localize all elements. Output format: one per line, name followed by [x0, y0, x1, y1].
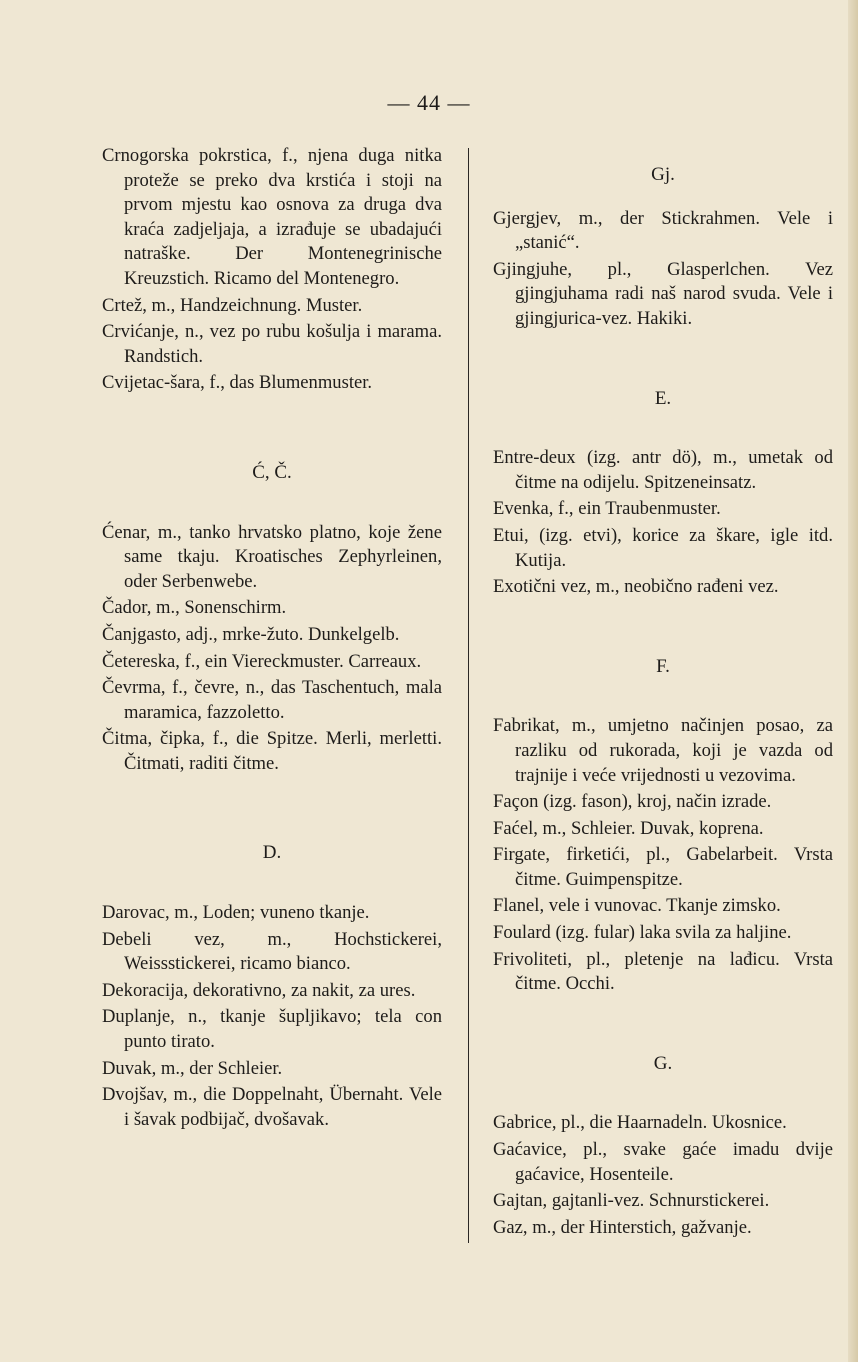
- dictionary-entry: Gajtan, gajtanli-vez. Schnurstickerei.: [493, 1190, 770, 1212]
- dictionary-entry: Crtež, m., Handzeichnung. Muster.: [102, 294, 363, 316]
- page-number: — 44 —: [387, 90, 471, 115]
- dictionary-entry: Debeli vez, m., Hochstickerei, Weissstickerei, ricamo bianco.: [102, 928, 442, 975]
- dictionary-entry: Fabrikat, m., umjetno načinjen posao, za razliku od rukorada, koji je vazda od trajnije i veće vrijednosti u vezovima.: [493, 715, 833, 786]
- dictionary-entry: Gjingjuhe, pl., Glasperlchen. Vez gjingjuhama radi naš narod svuda. Vele i gjingjurica-vez. Hakiki.: [493, 258, 833, 329]
- dictionary-entry: Ćenar, m., tanko hrvatsko platno, koje žene same tkaju. Kroatisches Zephyrleinen, oder Serbenwebe.: [102, 521, 442, 592]
- dictionary-entry: Duvak, m., der Schleier.: [102, 1057, 283, 1079]
- dictionary-entry: Exotični vez, m., neobično rađeni vez.: [493, 576, 779, 598]
- dictionary-entry: Gabrice, pl., die Haarnadeln. Ukosnice.: [493, 1112, 787, 1134]
- left-column: [102, 144, 442, 1134]
- dictionary-entry: Dvojšav, m., die Doppelnaht, Übernaht. Vele i šavak podbijač, dvošavak.: [102, 1084, 442, 1130]
- section-heading-e: E.: [654, 387, 672, 409]
- dictionary-entry: Crvićanje, n., vez po rubu košulja i marama. Randstich.: [102, 321, 442, 367]
- dictionary-entry: Čevrma, f., čevre, n., das Taschentuch, mala maramica, fazzoletto.: [102, 677, 442, 723]
- dictionary-entry: Flanel, vele i vunovac. Tkanje zimsko.: [493, 895, 781, 917]
- section-heading-d: D.: [262, 842, 282, 864]
- dictionary-entry: Čanjgasto, adj., mrke-žuto. Dunkelgelb.: [102, 623, 400, 645]
- right-column: [493, 144, 833, 1242]
- dictionary-entry: Duplanje, n., tkanje šupljikavo; tela con punto tirato.: [102, 1006, 442, 1053]
- dictionary-entry: Čador, m., Sonenschirm.: [102, 597, 287, 619]
- dictionary-entry: Gaz, m., der Hinterstich, gažvanje.: [493, 1216, 752, 1238]
- dictionary-entry: Darovac, m., Loden; vuneno tkanje.: [102, 902, 370, 924]
- dictionary-entry: Cvijetac-šara, f., das Blumenmuster.: [102, 372, 373, 394]
- dictionary-entry: Foulard (izg. fular) laka svila za haljine.: [493, 922, 792, 944]
- section-heading-cc: Ć, Č.: [252, 461, 292, 483]
- dictionary-entry: Etui, (izg. etvi), korice za škare, igle itd. Kutija.: [493, 524, 833, 571]
- dictionary-entry: Frivoliteti, pl., pletenje na lađicu. Vrsta čitme. Occhi.: [493, 948, 833, 995]
- dictionary-entry: Gjergjev, m., der Stickrahmen. Vele i „stanić“.: [493, 207, 833, 254]
- dictionary-entry: Evenka, f., ein Traubenmuster.: [493, 498, 721, 520]
- dictionary-entry: Četereska, f., ein Viereckmuster. Carreaux.: [102, 650, 422, 672]
- dictionary-entry: Crnogorska pokrstica, f., njena duga nitka proteže se preko dva krstića i stoji na prvom mjestu kao osnova za druga dva kraća zadjeljaja, a izrađuje se ubadajući natraške. Der Montenegrinische Kreuzstich. Ricamo del Montenegro.: [102, 145, 442, 289]
- dictionary-entry: Gaćavice, pl., svake gaće imadu dvije gaćavice, Hosenteile.: [493, 1139, 833, 1185]
- page-edge-shadow: [848, 0, 858, 1362]
- dictionary-entry: Entre-deux (izg. antr dö), m., umetak od čitme na odijelu. Spitzeneinsatz.: [493, 447, 833, 493]
- section-heading-g: G.: [653, 1052, 673, 1074]
- dictionary-entry: Dekoracija, dekorativno, za nakit, za ures.: [102, 979, 416, 1001]
- section-heading-f: F.: [656, 655, 670, 677]
- dictionary-entry: Façon (izg. fason), kroj, način izrade.: [493, 791, 772, 813]
- section-heading-gj: Gj.: [651, 164, 675, 185]
- dictionary-entry: Firgate, firketići, pl., Gabelarbeit. Vrsta čitme. Guimpenspitze.: [493, 844, 833, 890]
- dictionary-entry: Faćel, m., Schleier. Duvak, koprena.: [493, 817, 764, 839]
- dictionary-entry: Čitma, čipka, f., die Spitze. Merli, merletti. Čitmati, raditi čitme.: [102, 728, 442, 774]
- column-divider: [468, 148, 469, 1243]
